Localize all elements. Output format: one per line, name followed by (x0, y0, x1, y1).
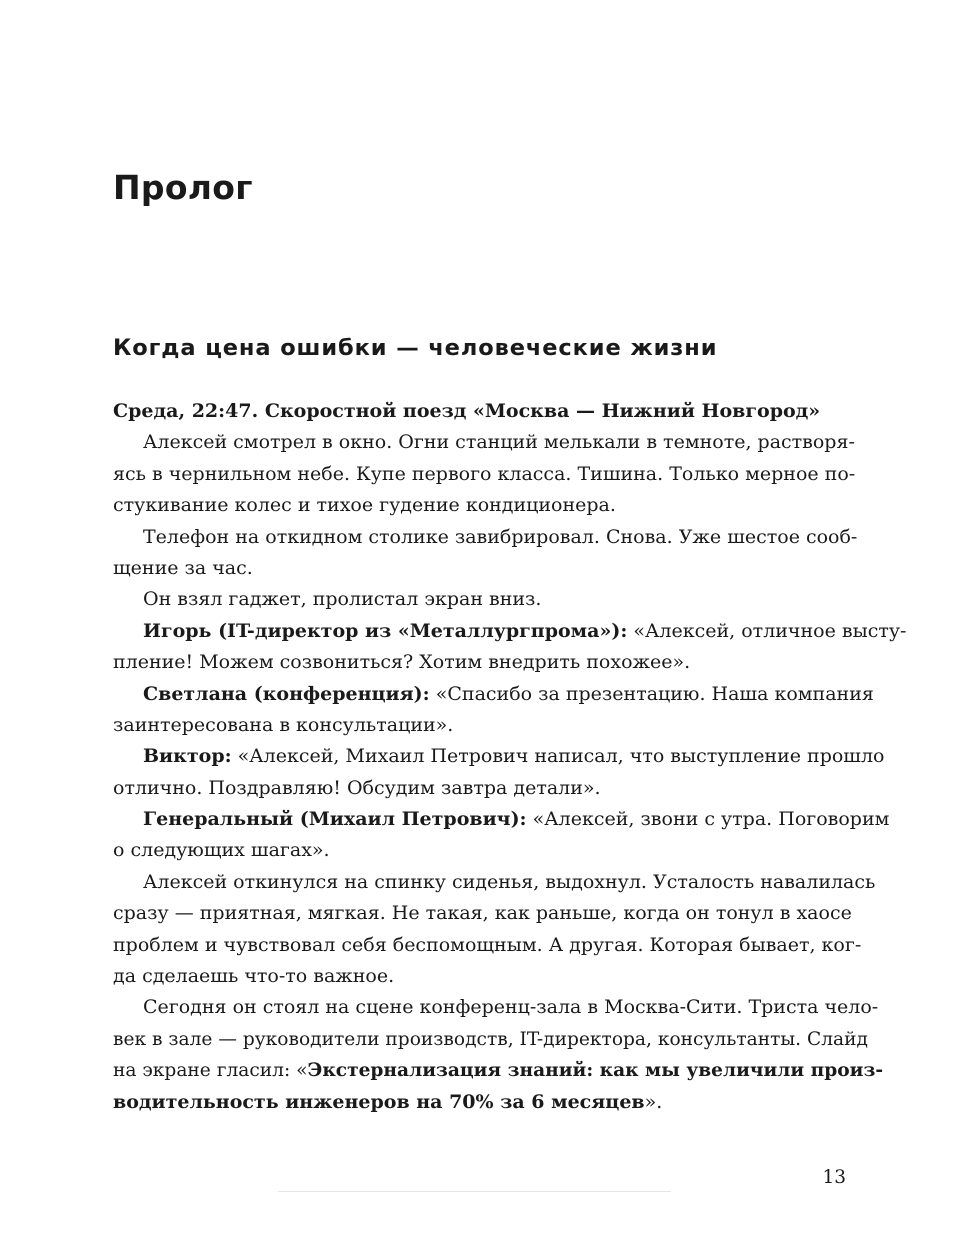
message-line: пление! Можем созвониться? Хотим внедрить похожее». (113, 651, 691, 674)
paragraph-line: Алексей откинулся на спинку сиденья, выдохнул. Усталость навалилась (143, 870, 876, 893)
message-text: «Алексей, звони с утра. Поговорим (526, 808, 890, 831)
slide-quote-close: ». (644, 1090, 663, 1113)
message-text: «Спасибо за презентацию. Наша компания (429, 682, 874, 705)
paragraph-line: Алексей смотрел в окно. Огни станций мелькали в темноте, растворя- (143, 431, 855, 454)
paragraph-line: Телефон на откидном столике завибрировал. Снова. Уже шестое сооб- (143, 525, 858, 548)
paragraph-line: стукивание колес и тихое гудение кондиционера. (113, 494, 616, 517)
paragraph-line: да сделаешь что-то важное. (113, 965, 395, 988)
message-sender: Игорь (IT-директор из «Металлургпрома»): (143, 619, 628, 642)
message-sender: Генеральный (Михаил Петрович): (143, 808, 527, 831)
paragraph-line: век в зале — руководители производств, IT-директора, консультанты. Слайд (113, 1028, 868, 1050)
page-number: 13 (822, 1167, 846, 1188)
chapter-title: Пролог (113, 168, 253, 207)
message-text: «Алексей, отличное высту- (627, 619, 907, 642)
paragraph-line: сразу — приятная, мягкая. Не такая, как раньше, когда он тонул в хаосе (113, 902, 852, 925)
slide-quote-open: на экране гласил: « (113, 1060, 308, 1082)
message-line (113, 679, 874, 710)
section-title: Когда цена ошибки — человеческие жизни (113, 335, 718, 361)
message-line (113, 804, 890, 835)
message-line (113, 741, 885, 772)
message-line (113, 616, 907, 647)
body-text (113, 396, 907, 1118)
scene-heading (113, 396, 846, 427)
message-sender: Светлана (конференция): (143, 682, 430, 705)
message-text: «Алексей, Михаил Петрович написал, что выступление прошло (231, 745, 885, 768)
message-sender: Виктор: (143, 745, 232, 768)
scene-heading-text: Среда, 22:47. Скоростной поезд «Москва — Нижний Новгород» (113, 400, 821, 422)
paragraph-line (113, 1087, 846, 1118)
paragraph-line: проблем и чувствовал себя беспомощным. А другая. Которая бывает, ког- (113, 933, 862, 956)
paragraph-line: Он взял гаджет, пролистал экран вниз. (143, 588, 542, 611)
paragraph-line: щение за час. (113, 556, 253, 579)
slide-title-continued: водительность инженеров на 70% за 6 месяцев (113, 1090, 645, 1113)
paragraph-line (113, 1055, 884, 1086)
paragraph-line: Сегодня он стоял на сцене конференц-зала в Москва-Сити. Триста чело- (143, 996, 879, 1019)
slide-title: Экстернализация знаний: как мы увеличили произ- (307, 1060, 884, 1082)
message-line: о следующих шагах». (113, 839, 330, 862)
message-line: отлично. Поздравляю! Обсудим завтра детали». (113, 776, 601, 799)
paragraph-line: ясь в чернильном небе. Купе первого класса. Тишина. Только мерное по- (113, 462, 856, 485)
footer-divider (278, 1191, 671, 1192)
message-line: заинтересована в консультации». (113, 713, 454, 736)
